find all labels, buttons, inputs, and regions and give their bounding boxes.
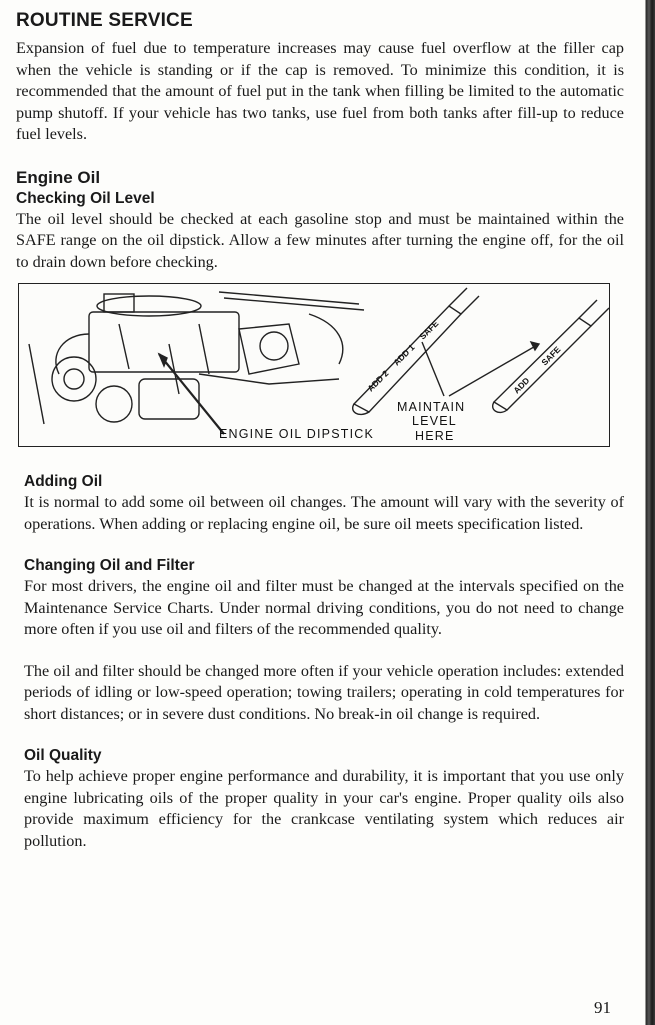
changing-oil-heading: Changing Oil and Filter bbox=[24, 557, 195, 574]
page-title: ROUTINE SERVICE bbox=[16, 10, 193, 31]
stick1-mark-safe: SAFE bbox=[417, 318, 441, 342]
adding-oil-text: It is normal to add some oil between oil changes. The amount will vary with the severity of operations. When adding or replacing engine oil, be sure oil meets specification listed. bbox=[24, 493, 624, 533]
engine-drawing bbox=[19, 284, 609, 446]
adding-oil-heading: Adding Oil bbox=[24, 473, 103, 490]
adding-oil-section bbox=[16, 473, 624, 535]
stick2-mark-add: ADD bbox=[511, 375, 532, 396]
dipstick-illustration bbox=[18, 283, 610, 447]
level-label: LEVEL bbox=[412, 414, 457, 428]
stick2-mark-safe: SAFE bbox=[539, 344, 563, 368]
stick1-mark-add1: ADD 1 bbox=[391, 342, 417, 368]
oil-quality-section bbox=[16, 747, 624, 852]
here-label: HERE bbox=[415, 429, 455, 443]
checking-oil-text: The oil level should be checked at each gasoline stop and must be maintained within the SAFE range on the oil dipstick. Allow a few minutes after turning the engine off, for the oil to drain down before checking. bbox=[16, 209, 624, 271]
changing-oil-text-2: The oil and filter should be changed more often if your vehicle operation includes: extended periods of idling or low-speed operation; towing trailers; operating in cold temperatures for short distances; or in severe dust conditions. No break-in oil change is required. bbox=[24, 661, 624, 723]
changing-oil-section bbox=[16, 557, 624, 725]
stick1-mark-add2: ADD 2 bbox=[365, 368, 391, 394]
manual-page bbox=[16, 10, 624, 852]
oil-quality-text: To help achieve proper engine performance and durability, it is important that you use only engine lubricating oils of the proper quality in your car's engine. Proper quality oils also provide maximum efficiency for the crankcase ventilating system which reduces air pollution. bbox=[24, 767, 624, 850]
page-binding-edge bbox=[639, 0, 655, 1025]
maintain-label: MAINTAIN bbox=[397, 400, 466, 414]
engine-oil-heading: Engine Oil bbox=[16, 167, 101, 187]
intro-paragraph: Expansion of fuel due to temperature increases may cause fuel overflow at the filler cap when the vehicle is standing or if the cap is removed. To minimize this condition, it is recommended that the amount of fuel put in the tank when filling be limited to the automatic pump shutoff. If your vehicle has two tanks, use fuel from both tanks after fill-up to reduce fuel levels. bbox=[16, 39, 624, 143]
changing-oil-text-1: For most drivers, the engine oil and filter must be changed at the intervals specified on the Maintenance Service Charts. Under normal driving conditions, you do not need to change more often if you use oil and filters of the recommended quality. bbox=[24, 577, 624, 638]
oil-quality-heading: Oil Quality bbox=[24, 747, 102, 764]
dipstick-label: ENGINE OIL DIPSTICK bbox=[219, 427, 375, 441]
page-number: 91 bbox=[594, 998, 611, 1017]
checking-oil-heading: Checking Oil Level bbox=[16, 189, 155, 207]
